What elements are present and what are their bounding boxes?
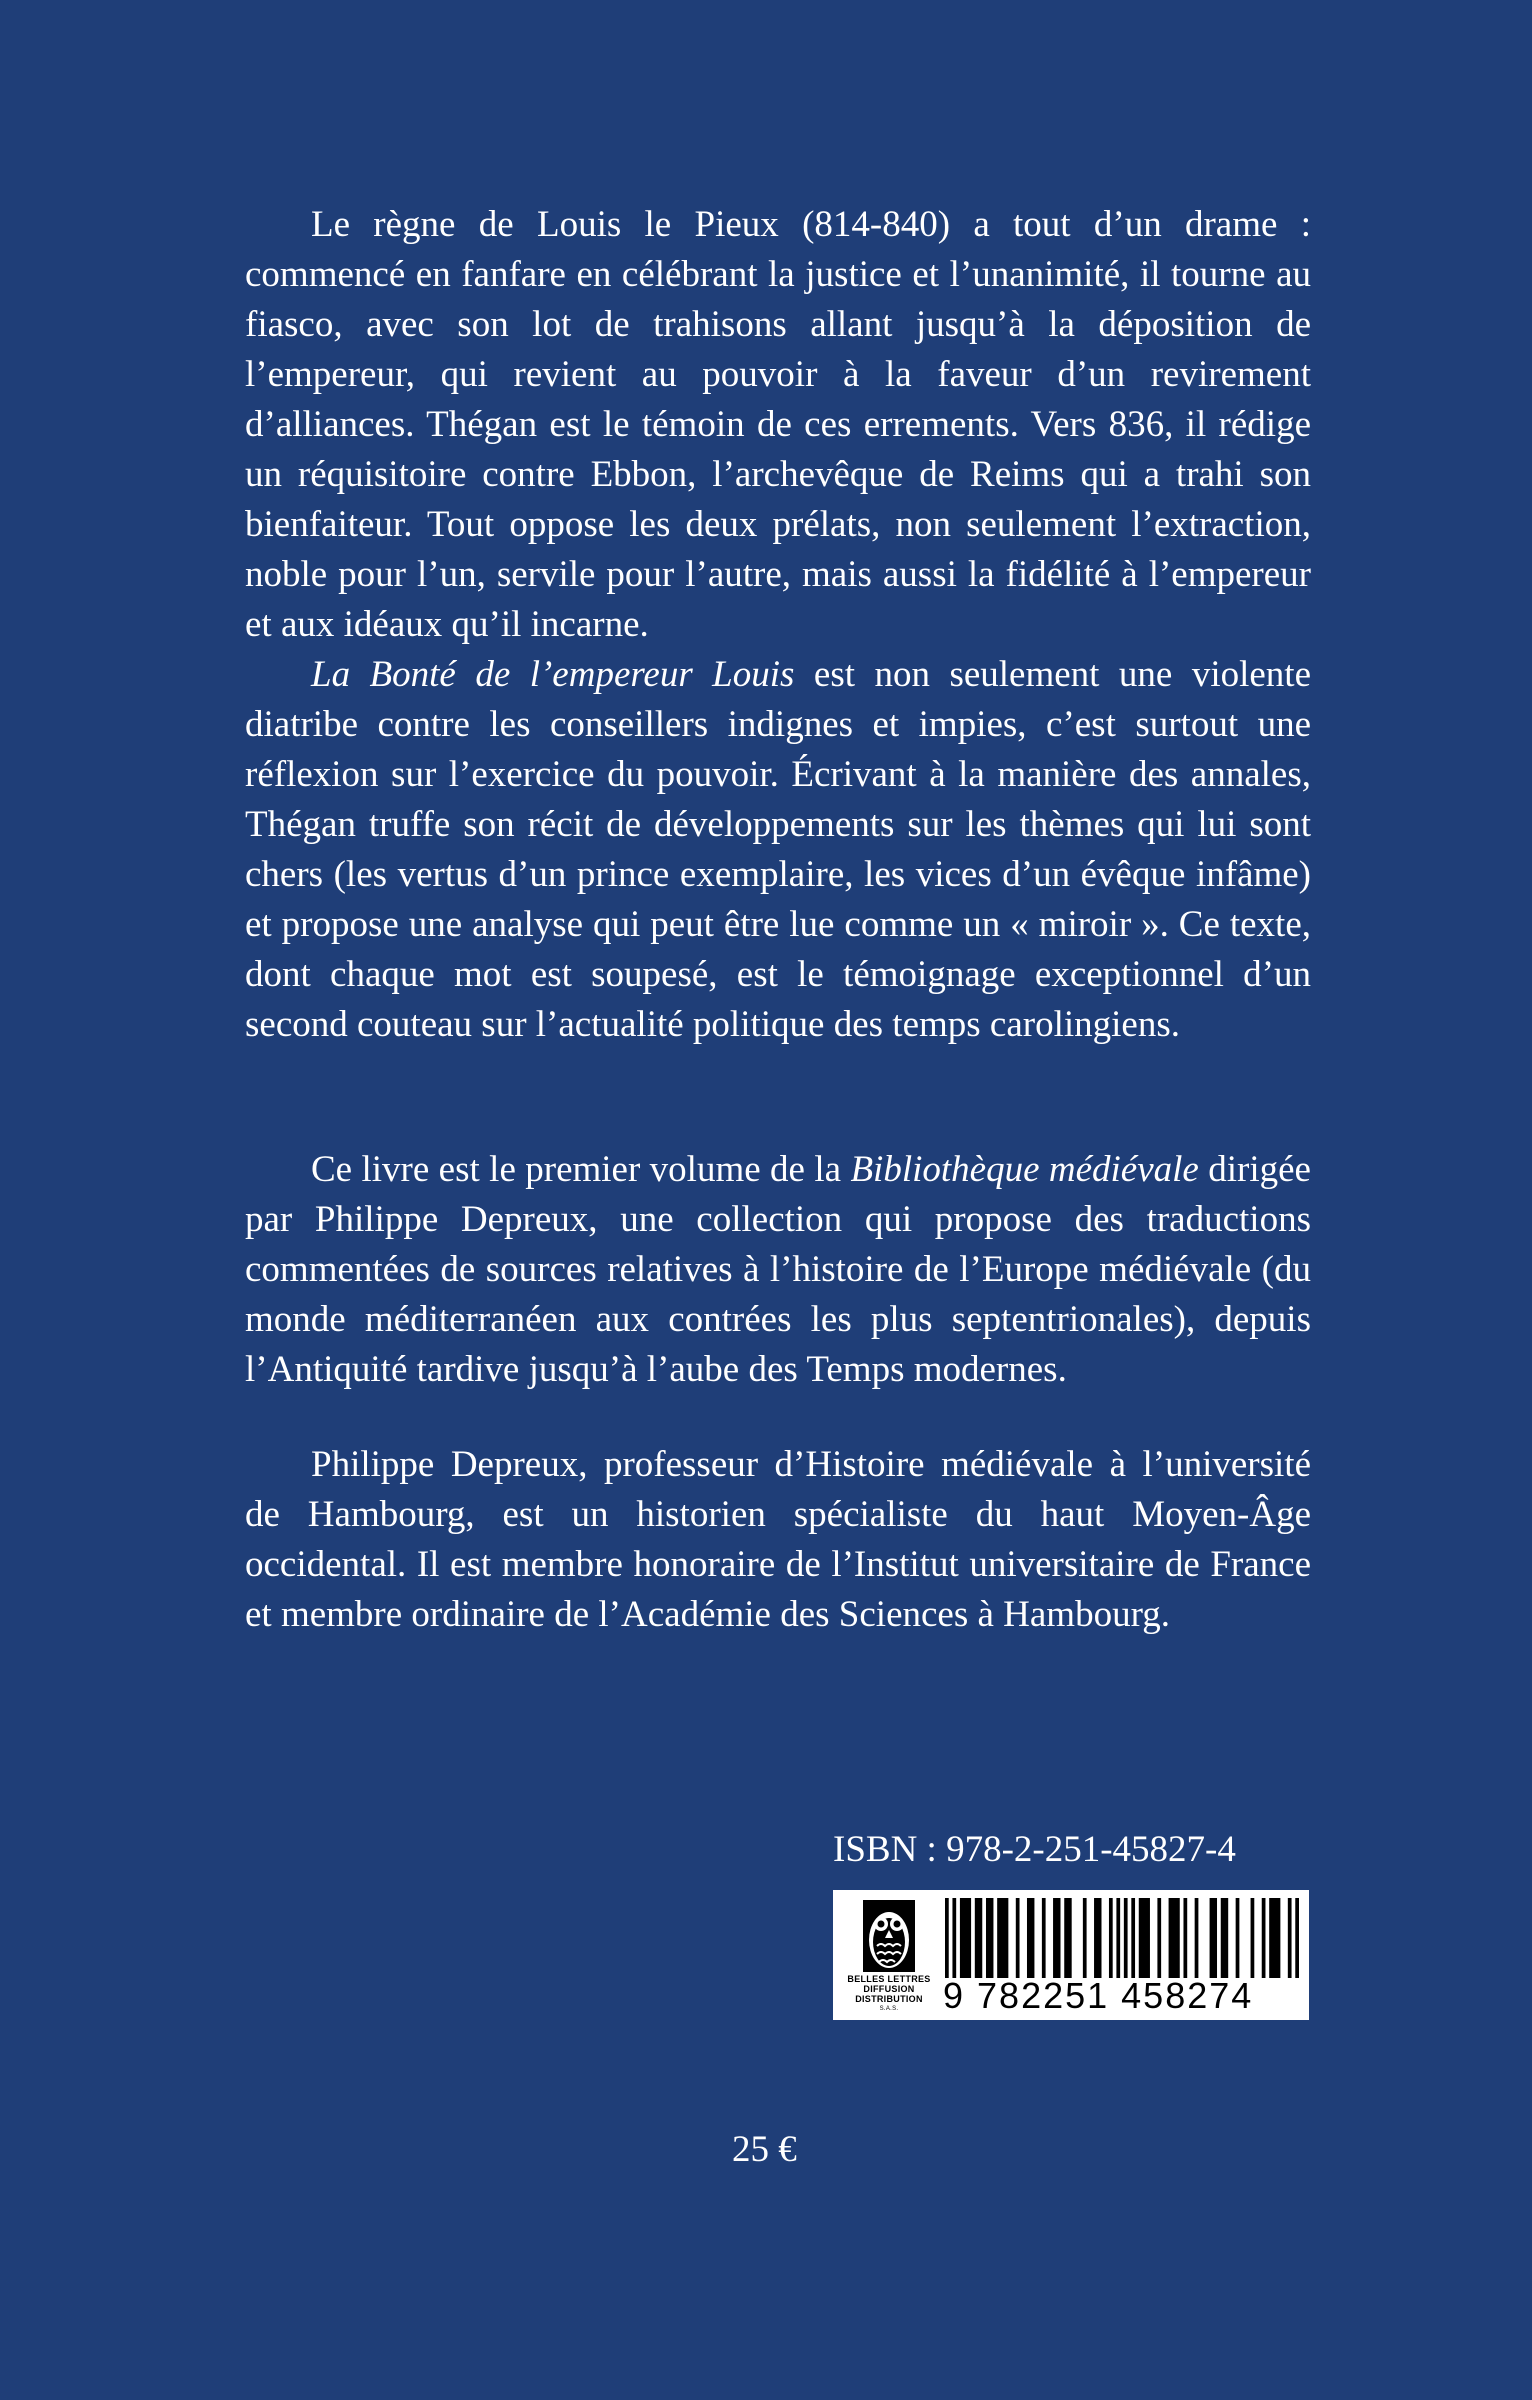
barcode-bar (1157, 1898, 1161, 1978)
barcode-bar (1236, 1898, 1240, 1978)
barcode-bar (1269, 1898, 1280, 1978)
barcode-bar (1169, 1898, 1180, 1978)
synopsis-paragraph-2 (245, 650, 1311, 1050)
barcode-bar (997, 1898, 1008, 1978)
barcode-bar (1210, 1898, 1217, 1978)
barcode-bar (1053, 1898, 1060, 1978)
collection-block (245, 1145, 1311, 1395)
barcode-bar (1183, 1898, 1187, 1978)
barcode-bars (945, 1898, 1299, 1978)
collection-paragraph (245, 1145, 1311, 1395)
owl-logo-icon (863, 1900, 915, 1972)
barcode-panel (833, 1890, 1309, 2020)
price-label: 25 € (732, 2129, 797, 2170)
barcode-bar (1131, 1898, 1135, 1978)
collection-text-after: dirigée par Philippe Depreux, une collection qui propose des traductions commentées de sources relatives à l’histoire de l’Europe médiévale (du monde méditerranéen aux contrées les plus septentrionales), depuis l’Antiquité tardive jusqu’à l’aube des Temps modernes. (245, 1149, 1311, 1390)
barcode-bar (1042, 1898, 1046, 1978)
barcode-bar (1109, 1898, 1113, 1978)
collection-text-before: Ce livre est le premier volume de la (311, 1149, 851, 1190)
barcode-bar (952, 1898, 956, 1978)
barcode-bar (1016, 1898, 1020, 1978)
collection-name-italic: Bibliothèque médiévale (850, 1149, 1199, 1190)
barcode-bar (1262, 1898, 1266, 1978)
publisher-logo (839, 1896, 939, 2014)
book-title-italic: La Bonté de l’empereur Louis (311, 654, 795, 695)
publisher-name (839, 1974, 939, 2014)
isbn-label: ISBN : 978-2-251-45827-4 (833, 1829, 1236, 1870)
barcode-bar (975, 1898, 982, 1978)
barcode-bar (1083, 1898, 1087, 1978)
barcode-bar (1139, 1898, 1150, 1978)
barcode-bar (1288, 1898, 1292, 1978)
publisher-line-2: DIFFUSION (863, 1984, 915, 1994)
barcode-bar (1116, 1898, 1120, 1978)
barcode-bar (945, 1898, 949, 1978)
synopsis-paragraph-2-text: est non seulement une violente diatribe contre les conseillers indignes et impies, c’est surtout une réflexion sur l’exercice du pouvoir. Écrivant à la manière des annales, Thégan truffe son récit de développements sur les thèmes qui lui sont chers (les vertus d’un prince exemplaire, les vices d’un évêque infâme) et propose une analyse qui peut être lue comme un « miroir ». Ce texte, dont chaque mot est soupesé, est le témoignage exceptionnel d’un second couteau sur l’actualité politique des temps carolingiens. (245, 654, 1312, 1045)
barcode-bar (960, 1898, 971, 1978)
barcode-bar (1064, 1898, 1071, 1978)
publisher-line-3: DISTRIBUTION (855, 1994, 923, 2004)
barcode-bar (1195, 1898, 1199, 1978)
publisher-line-1: BELLES LETTRES (847, 1974, 931, 1984)
barcode-bar (986, 1898, 993, 1978)
synopsis-paragraph-1: Le règne de Louis le Pieux (814-840) a tout d’un drame : commencé en fanfare en célébrant la justice et l’unanimité, il tourne au fiasco, avec son lot de trahisons allant jusqu’à la déposition de l’empereur, qui revient au pouvoir à la faveur d’un revirement d’alliances. Thégan est le témoin de ces errements. Vers 836, il rédige un réquisitoire contre Ebbon, l’archevêque de Reims qui a trahi son bienfaiteur. Tout oppose les deux prélats, non seulement l’extraction, noble pour l’un, servile pour l’autre, mais aussi la fidélité à l’empereur et aux idéaux qu’il incarne. (245, 204, 1311, 645)
barcode-bar (1124, 1898, 1128, 1978)
barcode-bar (1094, 1898, 1101, 1978)
author-bio-paragraph: Philippe Depreux, professeur d’Histoire médiévale à l’université de Hambourg, est un historien spécialiste du haut Moyen-Âge occidental. Il est membre honoraire de l’Institut universitaire de France et membre ordinaire de l’Académie des Sciences à Hambourg. (245, 1444, 1311, 1635)
barcode-bar (1251, 1898, 1255, 1978)
publisher-line-4: S.A.S. (879, 2006, 899, 2012)
barcode-digits: 9 782251 458274 (943, 1975, 1254, 2016)
synopsis-block (245, 200, 1311, 1050)
barcode-bar (1027, 1898, 1034, 1978)
author-bio-block (245, 1440, 1311, 1640)
barcode-bar (1295, 1898, 1299, 1978)
barcode-bar (1221, 1898, 1228, 1978)
